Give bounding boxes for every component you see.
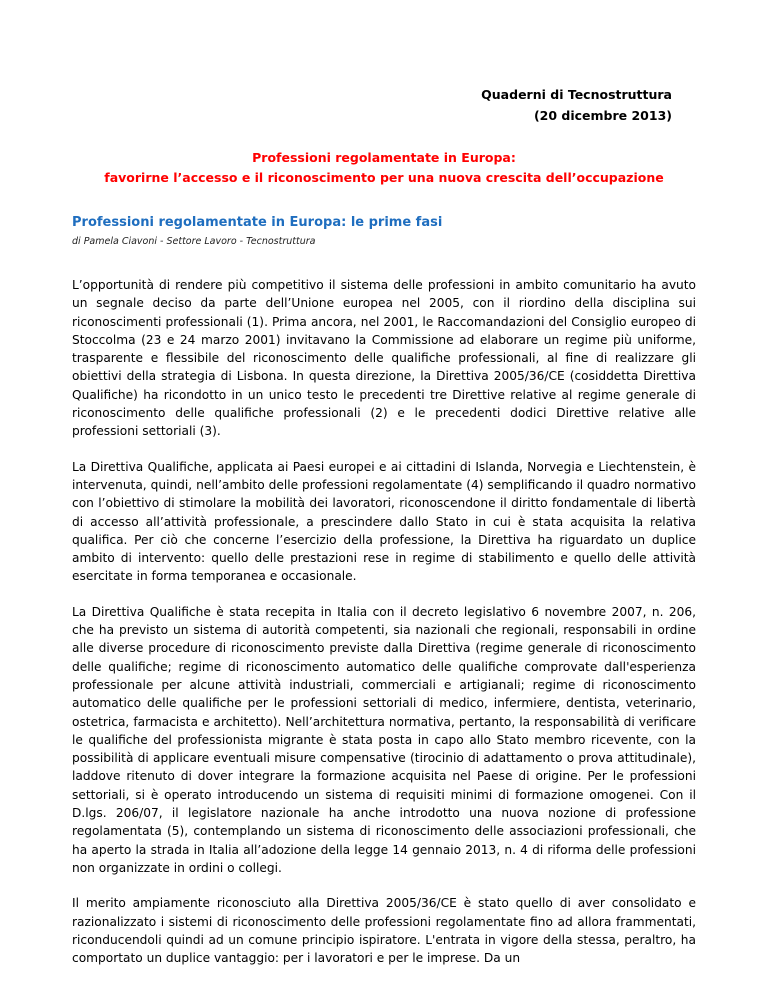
paragraph: Il merito ampiamente riconosciuto alla Direttiva 2005/36/CE è stato quello di aver consolidato e razionalizzato i sistemi di riconoscimento delle professioni regolamentate fino ad allora frammentati, riconducendoli quindi ad un comune principio ispiratore. L'entrata in vigore della stessa, peraltro, ha comportato un duplice vantaggio: per i lavoratori e per le imprese. Da un (72, 896, 696, 966)
main-title-line-1: Professioni regolamentate in Europa: (252, 150, 516, 165)
publication-date: (20 dicembre 2013) (533, 108, 672, 123)
paragraph: L’opportunità di rendere più competitivo il sistema delle professioni in ambito comunitario ha avuto un segnale deciso da parte dell’Unione europea nel 2005, con il riordino della disciplina sui riconoscimenti professionali (1). Prima ancora, nel 2001, le Raccomandazioni del Consiglio europeo di Stoccolma (23 e 24 marzo 2001) invitavano la Commissione ad elaborare un regime più uniforme, trasparente e flessibile del riconoscimento delle qualifiche professionali, al fine di realizzare gli obiettivi della strategia di Lisbona. In questa direzione, la Direttiva 2005/36/CE (cosiddetta Direttiva Qualifiche) ha ricondotto in un unico testo le precedenti tre Direttive relative al regime generale di riconoscimento delle qualifiche professionali (2) e le precedenti dodici Direttive relative alle professioni settoriali (3). (72, 278, 696, 439)
author-byline: di Pamela Ciavoni - Settore Lavoro - Tecnostruttura (72, 236, 316, 247)
publication-header (481, 84, 672, 126)
article-body (72, 276, 696, 984)
main-title-line-2: favorirne l’accesso e il riconoscimento per una nuova crescita dell’occupazione (104, 170, 664, 185)
section-heading: Professioni regolamentate in Europa: le prime fasi (72, 215, 443, 230)
main-title (60, 148, 708, 188)
paragraph: La Direttiva Qualifiche, applicata ai Paesi europei e ai cittadini di Islanda, Norvegia e Liechtenstein, è intervenuta, quindi, nell’ambito delle professioni regolamentate (4) semplificando il quadro normativo con l’obiettivo di stimolare la mobilità dei lavoratori, riconoscendone il diritto fondamentale di libertà di accesso all’attività professionale, a prescindere dallo Stato in cui è stata acquisita la relativa qualifica. Per ciò che concerne l’esercizio della professione, la Direttiva ha riguardato un duplice ambito di intervento: quello delle prestazioni rese in regime di stabilimento e quello delle attività esercitate in forma temporanea e occasionale. (72, 459, 696, 584)
publication-name: Quaderni di Tecnostruttura (481, 87, 672, 102)
paragraph: La Direttiva Qualifiche è stata recepita in Italia con il decreto legislativo 6 novembre 2007, n. 206, che ha previsto un sistema di autorità competenti, sia nazionali che regionali, responsabili in ordine alle diverse procedure di riconoscimento previste dalla Direttiva (regime generale di riconoscimento delle qualifiche; regime di riconoscimento automatico delle qualifiche comprovate dall'esperienza professionale per alcune attività industriali, commerciali e artigianali; regime di riconoscimento automatico delle qualifiche per le professioni settoriali di medico, infermiere, dentista, veterinario, ostetrica, farmacista e architetto). Nell’architettura normativa, pertanto, la responsabilità di verificare le qualifiche del professionista migrante è stata posta in capo allo Stato membro ricevente, con la possibilità di applicare eventuali misure compensative (tirocinio di adattamento o prova attitudinale), laddove ritenuto di dover integrare la formazione acquisita nel Paese di origine. Per le professioni settoriali, si è operato introducendo un sistema di requisiti minimi di formazione omogenei. Con il D.lgs. 206/07, il legislatore nazionale ha anche introdotto una nuova nozione di professione regolamentata (5), contemplando un sistema di riconoscimento delle associazioni professionali, che ha aperto la strada in Italia all’adozione della legge 14 gennaio 2013, n. 4 di riforma delle professioni non organizzate in ordini o collegi. (72, 604, 696, 875)
